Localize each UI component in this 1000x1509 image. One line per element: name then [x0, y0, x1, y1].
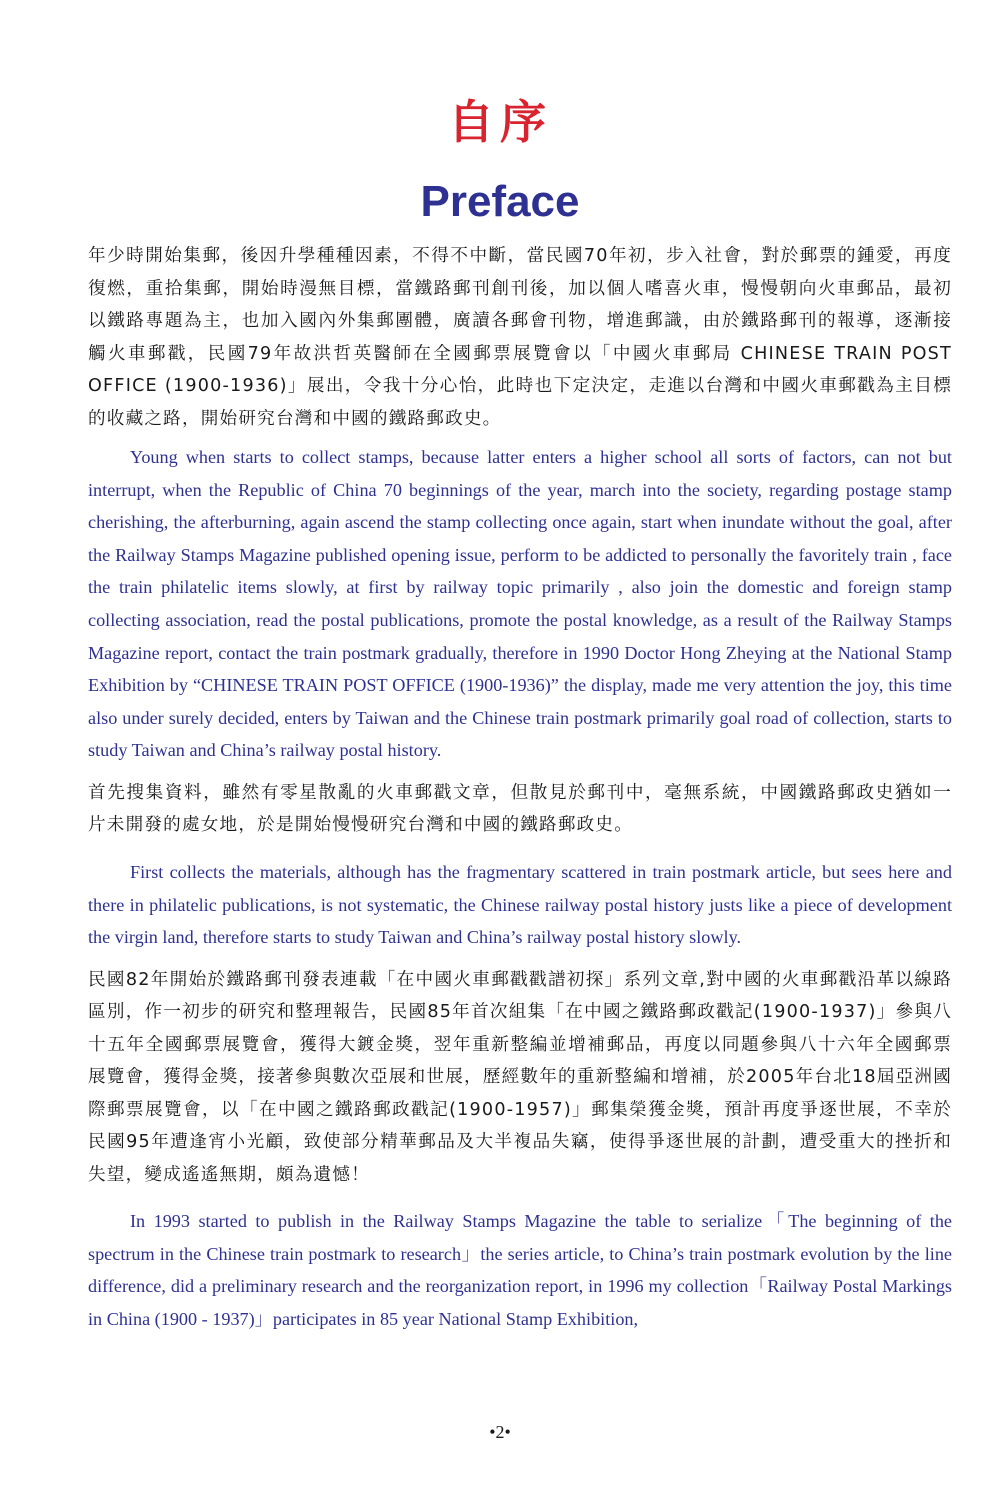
- paragraph-en-2: First collects the materials, although has the fragmentary scattered in train postmark article, but sees here and there in philatelic publications, is not systematic, the Chinese railway postal history justs like a piece of development the virgin land, therefore starts to study Taiwan and China’s railway postal history slowly.: [88, 861, 952, 948]
- paragraph-zh-1: 年少時開始集郵，後因升學種種因素，不得不中斷，當民國70年初，步入社會，對於郵票的鍾愛，再度復燃，重拾集郵，開始時漫無目標，當鐵路郵刊創刊後，加以個人嗜喜火車，慢慢朝向火車郵品，最初以鐵路專題為主，也加入國內外集郵團體，廣讀各郵會刊物，增進郵識，由於鐵路郵刊的報導，逐漸接觸火車郵戳，民國79年故洪哲英醫師在全國郵票展覽會以「中國火車郵局 CHINESE TRAIN POST OFFICE (1900-1936)」展出，令我十分心怡，此時也下定決定，走進以台灣和中國火車郵戳為主目標的收藏之路，開始研究台灣和中國的鐵路郵政史。: [88, 246, 952, 429]
- page-title-english: Preface: [420, 177, 580, 226]
- paragraph-zh-3: 民國82年開始於鐵路郵刊發表連載「在中國火車郵戳戳譜初探」系列文章,對中國的火車郵戳沿革以線路區別，作一初步的研究和整理報告，民國85年首次組集「在中國之鐵路郵政戳記(1900-1937)」參與八十五年全國郵票展覽會，獲得大鍍金獎，翌年重新整編並增補郵品，再度以同題參與八十六年全國郵票展覽會，獲得金獎，接著參與數次亞展和世展，歷經數年的重新整編和增補，於2005年台北18屆亞洲國際郵票展覽會，以「在中國之鐵路郵政戳記(1900-1957)」郵集榮獲金獎，預計再度爭逐世展，不幸於民國95年遭逢宵小光顧，致使部分精華郵品及大半複品失竊，使得爭逐世展的計劃，遭受重大的挫折和失望，變成遙遙無期，頗為遺憾！: [88, 969, 952, 1185]
- paragraph-zh-2: 首先搜集資料，雖然有零星散亂的火車郵戳文章，但散見於郵刊中，毫無系統，中國鐵路郵政史猶如一片未開發的處女地，於是開始慢慢研究台灣和中國的鐵路郵政史。: [88, 782, 952, 836]
- page-number: •2•: [489, 1422, 511, 1442]
- paragraph-en-3: In 1993 started to publish in the Railway Stamps Magazine the table to serialize「The beginning of the spectrum in the Chinese train postmark to research」the series article, to China’s train postmark evolution by the line difference, did a preliminary research and the reorganization report, in 1996 my collection「Railway Postal Markings in China (1900 - 1937)」participates in 85 year National Stamp Exhibition,: [88, 1211, 952, 1329]
- preface-body: [88, 240, 952, 1346]
- page-title-chinese: 自序: [448, 95, 552, 149]
- paragraph-en-1: Young when starts to collect stamps, because latter enters a higher school all sorts of factors, can not but interrupt, when the Republic of China 70 beginnings of the year, march into the society, regarding postage stamp cherishing, the afterburning, again ascend the stamp collecting once again, start when inundate without the goal, after the Railway Stamps Magazine published opening issue, perform to be addicted to personally the favoritely train , face the train philatelic items slowly, at first by railway topic primarily , also join the domestic and foreign stamp collecting association, read the postal publications, promote the postal knowledge, as a result of the Railway Stamps Magazine report, contact the train postmark gradually, therefore in 1990 Doctor Hong Zheying at the National Stamp Exhibition by “CHINESE TRAIN POST OFFICE (1900-1936)” the display, made me very attention the joy, this time also under surely decided, enters by Taiwan and the Chinese train postmark primarily goal road of collection, starts to study Taiwan and China’s railway postal history.: [88, 447, 952, 761]
